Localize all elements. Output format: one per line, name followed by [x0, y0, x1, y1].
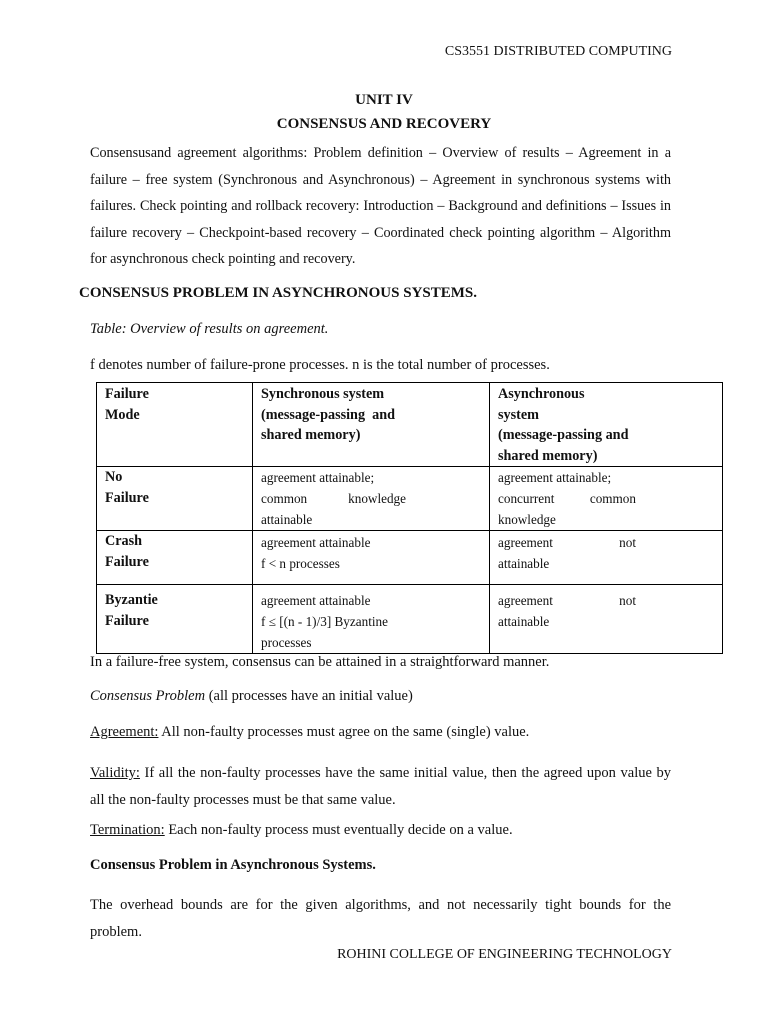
cell-text: attainable	[261, 512, 313, 527]
table-cell	[490, 585, 723, 654]
validity-text: If all the non-faulty processes have the same initial value, then the agreed upon value by all the non-faulty processes must be that same value.	[90, 765, 671, 808]
table-cell	[490, 531, 723, 585]
section-heading: CONSENSUS PROBLEM IN ASYNCHRONOUS SYSTEMS.	[79, 285, 477, 301]
failure-free-paragraph: In a failure-free system, consensus can be attained in a straightforward manner.	[90, 654, 550, 670]
row-label	[97, 585, 253, 654]
cell-text: agreement not	[498, 535, 636, 550]
table-header-row	[97, 383, 723, 467]
table-note: f denotes number of failure-prone processes. n is the total number of processes.	[90, 357, 550, 373]
table-row	[97, 585, 723, 654]
table-caption: Table: Overview of results on agreement.	[90, 321, 329, 337]
validity-paragraph	[90, 760, 671, 813]
page-header: CS3551 DISTRIBUTED COMPUTING	[444, 44, 672, 59]
overhead-paragraph: The overhead bounds are for the given algorithms, and not necessarily tight bounds for the problem.	[90, 897, 671, 940]
header-text: Failure	[105, 386, 149, 402]
table-cell	[253, 585, 490, 654]
header-synchronous	[253, 383, 490, 467]
unit-subtitle: CONSENSUS AND RECOVERY	[276, 116, 492, 132]
cell-text: f ≤ [(n - 1)/3] Byzantine	[261, 614, 388, 629]
cell-text: Failure	[105, 490, 149, 506]
header-text: (message-passing and	[498, 427, 629, 443]
cell-text: agreement attainable	[261, 593, 371, 608]
header-text: Asynchronous	[498, 386, 585, 402]
row-label	[97, 467, 253, 531]
header-failure-mode	[97, 383, 253, 467]
agreement-text: All non-faulty processes must agree on the same (single) value.	[158, 724, 530, 740]
table-cell	[253, 531, 490, 585]
agreement-line	[90, 724, 529, 741]
header-text: shared memory)	[261, 427, 361, 443]
cell-text: concurrent common	[498, 491, 636, 506]
cell-text: agreement not	[498, 593, 636, 608]
agreement-results-table	[96, 382, 723, 654]
cell-text: Crash	[105, 533, 143, 549]
termination-label: Termination:	[90, 822, 165, 838]
termination-line	[90, 822, 513, 839]
cell-text: agreement attainable;	[261, 470, 375, 485]
cell-text: f < n processes	[261, 556, 340, 571]
header-asynchronous	[490, 383, 723, 467]
cell-text: No	[105, 469, 123, 485]
cell-text: processes	[261, 635, 312, 650]
header-text: shared memory)	[498, 447, 598, 464]
consensus-problem-label: Consensus Problem	[90, 688, 206, 704]
cell-text: attainable	[498, 556, 550, 571]
agreement-label: Agreement:	[90, 724, 159, 740]
header-text: (message-passing and	[261, 406, 396, 423]
validity-label: Validity:	[90, 765, 140, 781]
cell-text: agreement attainable;	[498, 470, 612, 485]
header-text: Synchronous system	[261, 386, 385, 402]
unit-title: UNIT IV	[355, 92, 413, 108]
cell-text: knowledge	[498, 512, 556, 527]
table-row	[97, 467, 723, 531]
header-text: system	[498, 406, 539, 423]
cell-text: attainable	[498, 614, 550, 629]
cell-text: Failure	[105, 613, 149, 629]
consensus-problem-line	[90, 688, 413, 705]
header-text: Mode	[105, 406, 140, 423]
cell-text: common knowledge	[261, 491, 406, 506]
consensus-problem-text: (all processes have an initial value)	[205, 688, 413, 704]
syllabus-paragraph: Consensusand agreement algorithms: Problem definition – Overview of results – Agreement in a failure – free system (Synchronous and Asynchronous) – Agreement in synchronous systems with failures. Check pointing and rollback recovery: Introduction – Background and definitions – Issues in failure recovery – Checkpoint-based recovery – Coordinated check pointing algorithm – Algorithm for asynchronous check pointing and recovery.	[90, 145, 671, 267]
termination-text: Each non-faulty process must eventually decide on a value.	[164, 822, 513, 838]
table-cell	[490, 467, 723, 531]
cell-text: agreement attainable	[261, 535, 371, 550]
table-row	[97, 531, 723, 585]
async-subheading: Consensus Problem in Asynchronous Systems.	[90, 857, 376, 873]
cell-text: Failure	[105, 554, 149, 570]
row-label	[97, 531, 253, 585]
table-cell	[253, 467, 490, 531]
cell-text: Byzantie	[105, 592, 158, 608]
page-footer: ROHINI COLLEGE OF ENGINEERING TECHNOLOGY	[337, 947, 672, 962]
